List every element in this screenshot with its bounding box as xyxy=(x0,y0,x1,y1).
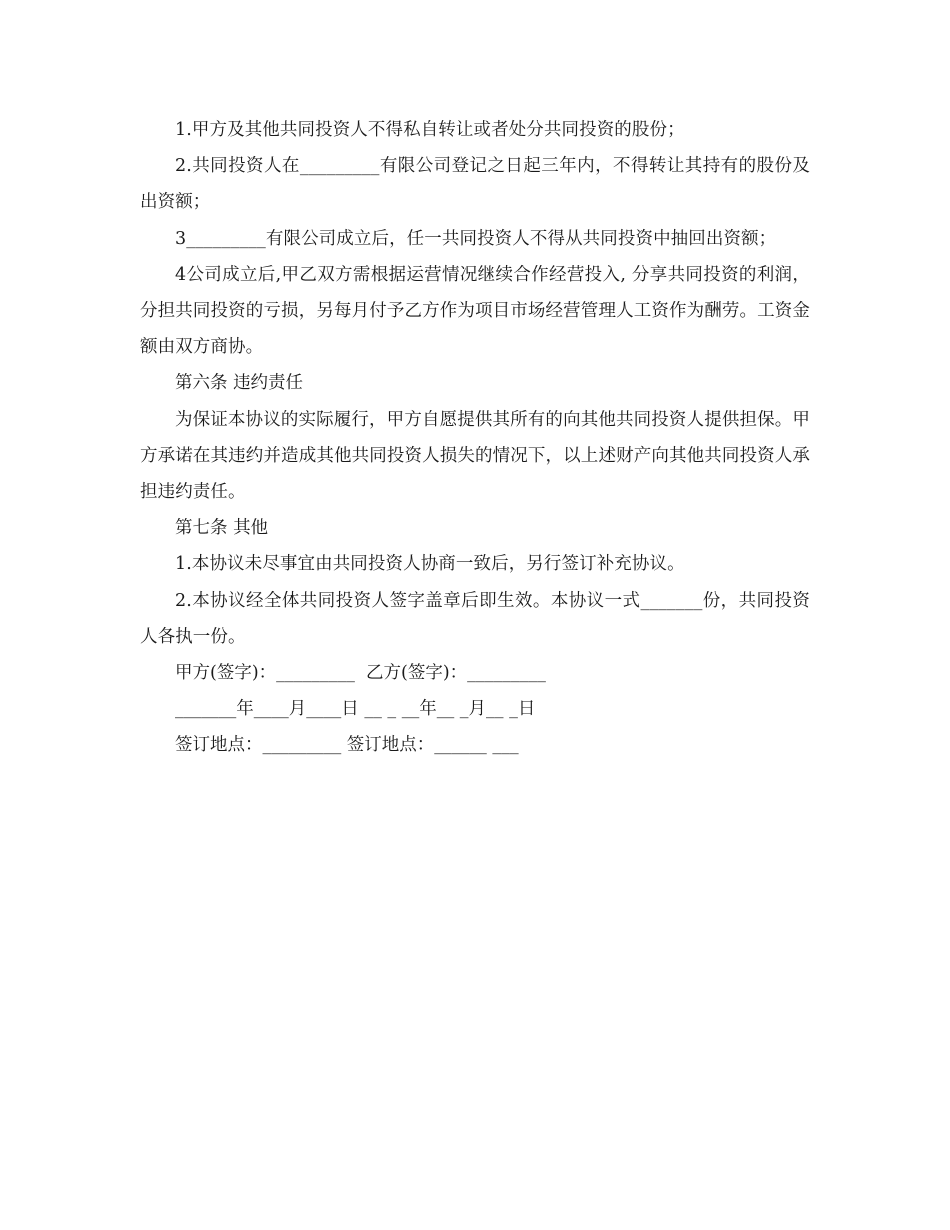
clause-item-1: 1.甲方及其他共同投资人不得私自转让或者处分共同投资的股份； xyxy=(175,120,685,140)
clause-item-4: 4公司成立后,甲乙双方需根据运营情况继续合作经营投入, 分享共同投资的利润，分担共同投资的亏损，另每月付予乙方作为项目市场经营管理人工资作为酬劳。工资金额由双方商协。 xyxy=(140,264,810,358)
document-page xyxy=(140,112,810,764)
clause-item-2: 2.共同投资人在_________有限公司登记之日起三年内，不得转让其持有的股份及出资额； xyxy=(140,156,810,213)
article-7-heading: 第七条 其他 xyxy=(175,518,269,539)
signature-signers-line: 甲方(签字)：_________ 乙方(签字)：_________ xyxy=(175,663,546,684)
article-6-heading: 第六条 违约责任 xyxy=(175,373,304,394)
article-7-item-2: 2.本协议经全体共同投资人签字盖章后即生效。本协议一式_______份，共同投资人各执一份。 xyxy=(140,590,810,647)
clause-item-3: 3_________有限公司成立后，任一共同投资人不得从共同投资中抽回出资额； xyxy=(175,228,777,249)
signature-place-line: 签订地点：_________ 签订地点：______ ___ xyxy=(175,735,519,756)
article-7-item-1: 1.本协议未尽事宜由共同投资人协商一致后，另行签订补充协议。 xyxy=(175,554,685,575)
signature-date-line: _______年____月____日 __ _ __年__ _月__ _日 xyxy=(175,699,536,720)
article-6-body: 为保证本协议的实际履行，甲方自愿提供其所有的向其他共同投资人提供担保。甲方承诺在其违约并造成其他共同投资人损失的情况下，以上述财产向其他共同投资人承担违约责任。 xyxy=(140,409,810,503)
